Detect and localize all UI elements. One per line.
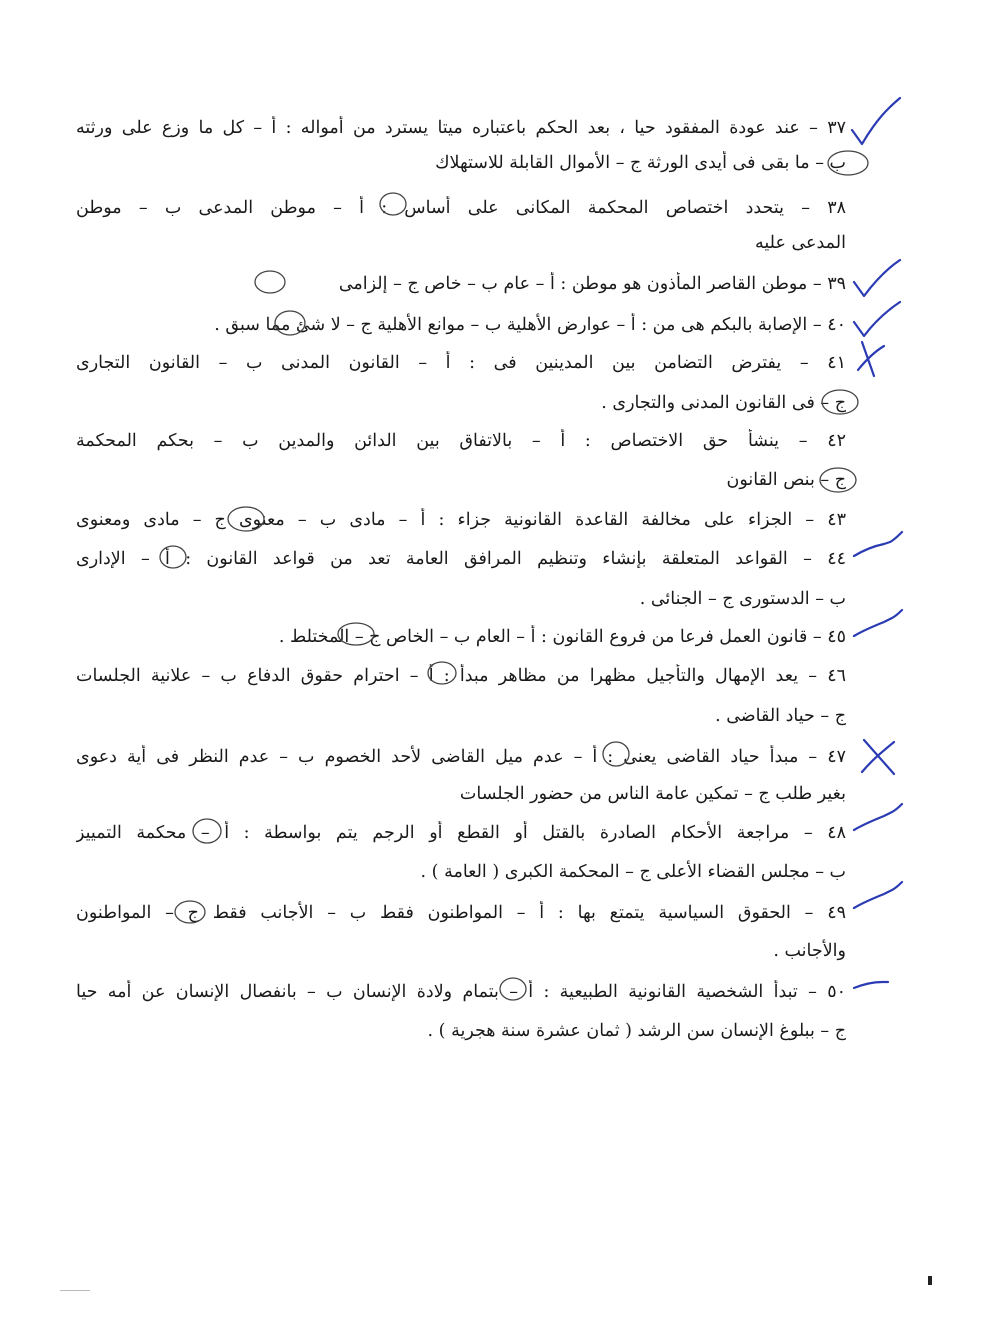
question-44-line-2: ب – الدستورى ج – الجنائى . <box>639 589 846 609</box>
question-45: ٤٥ – قانون العمل فرعا من فروع القانون : أ – العام ب – الخاص ج – المختلط . <box>278 627 846 647</box>
check-mark-q40 <box>854 302 900 336</box>
circle-q40-c <box>275 311 305 335</box>
question-47-line-2: بغير طلب ج – تمكين عامة الناس من حضور الجلسات <box>459 784 846 804</box>
x-mark-q47 <box>862 740 894 774</box>
question-43: ٤٣ – الجزاء على مخالفة القاعدة القانونية جزاء : أ – مادى ب – معنوى ج – مادى ومعنوى <box>76 510 846 530</box>
check-mark-q49 <box>854 882 902 908</box>
check-mark-q37 <box>852 98 900 144</box>
question-41-line-2: ج – فى القانون المدنى والتجارى . <box>601 393 846 413</box>
circle-q49-c <box>175 901 205 923</box>
question-49-line-1: ٤٩ – الحقوق السياسية يتمتع بها : أ – المواطنون فقط ب – الأجانب فقط ج – المواطنون <box>76 903 846 923</box>
question-47-line-1: ٤٧ – مبدأ حياد القاضى يعنى : أ – عدم ميل القاضى لأحد الخصوم ب – عدم النظر فى أية دعوى <box>76 747 846 767</box>
check-mark-q45 <box>854 610 902 636</box>
x-mark-q41 <box>858 342 884 376</box>
grading-marks <box>848 90 908 1090</box>
circle-q43-c <box>228 507 264 531</box>
check-mark-q39 <box>854 260 900 296</box>
check-mark-q44 <box>854 532 902 556</box>
circle-q38-a <box>380 193 406 215</box>
question-37-line-1: ٣٧ – عند عودة المفقود حيا ، بعد الحكم باعتباره ميتا يسترد من أمواله : أ – كل ما وزع على ورثته <box>76 118 846 138</box>
circle-q50-a <box>500 978 526 1000</box>
check-mark-q48 <box>854 804 902 830</box>
scan-dot <box>928 1276 932 1285</box>
question-37-line-2: ب – ما بقى فى أيدى الورثة ج – الأموال القابلة للاستهلاك <box>435 153 846 173</box>
scan-artifact <box>60 1290 90 1291</box>
circle-q45-b <box>338 623 374 645</box>
circle-q48-a <box>193 819 221 843</box>
question-50-line-1: ٥٠ – تبدأ الشخصية القانونية الطبيعية : أ – بتمام ولادة الإنسان ب – بانفصال الإنسان عن أمه حيا <box>76 982 846 1002</box>
circle-q46-a <box>428 662 456 684</box>
circle-q47-a <box>603 742 629 766</box>
question-38-line-1: ٣٨ – يتحدد اختصاص المحكمة المكانى على أساس : أ – موطن المدعى ب – موطن <box>76 198 846 218</box>
question-46-line-1: ٤٦ – يعد الإمهال والتأجيل مظهرا من مظاهر مبدأ : أ – احترام حقوق الدفاع ب – علانية الجلسات <box>76 666 846 686</box>
question-39: ٣٩ – موطن القاصر المأذون هو موطن : أ – عام ب – خاص ج – إلزامى <box>338 274 846 294</box>
question-41-line-1: ٤١ – يفترض التضامن بين المدينين فى : أ – القانون المدنى ب – القانون التجارى <box>76 353 846 373</box>
question-48-line-2: ب – مجلس القضاء الأعلى ج – المحكمة الكبرى ( العامة ) . <box>420 862 846 882</box>
question-42-line-1: ٤٢ – ينشأ حق الاختصاص : أ – بالاتفاق بين الدائن والمدين ب – بحكم المحكمة <box>76 431 846 451</box>
check-mark-q50 <box>854 982 888 988</box>
question-40: ٤٠ – الإصابة بالبكم هى من : أ – عوارض الأهلية ب – موانع الأهلية ج – لا شئ مما سبق . <box>214 315 846 335</box>
question-49-line-2: والأجانب . <box>773 941 846 961</box>
question-50-line-2: ج – ببلوغ الإنسان سن الرشد ( ثمان عشرة سنة هجرية ) . <box>427 1021 846 1041</box>
question-38-line-2: المدعى عليه <box>755 233 846 253</box>
question-46-line-2: ج – حياد القاضى . <box>715 706 846 726</box>
circle-q44-a <box>160 546 186 568</box>
question-48-line-1: ٤٨ – مراجعة الأحكام الصادرة بالقتل أو القطع أو الرجم يتم بواسطة : أ – محكمة التمييز <box>76 823 846 843</box>
circle-q39-c <box>255 271 285 293</box>
question-42-line-2: ج – بنص القانون <box>726 470 846 490</box>
question-44-line-1: ٤٤ – القواعد المتعلقة بإنشاء وتنظيم المرافق العامة تعد من قواعد القانون : أ – الإدارى <box>76 549 846 569</box>
